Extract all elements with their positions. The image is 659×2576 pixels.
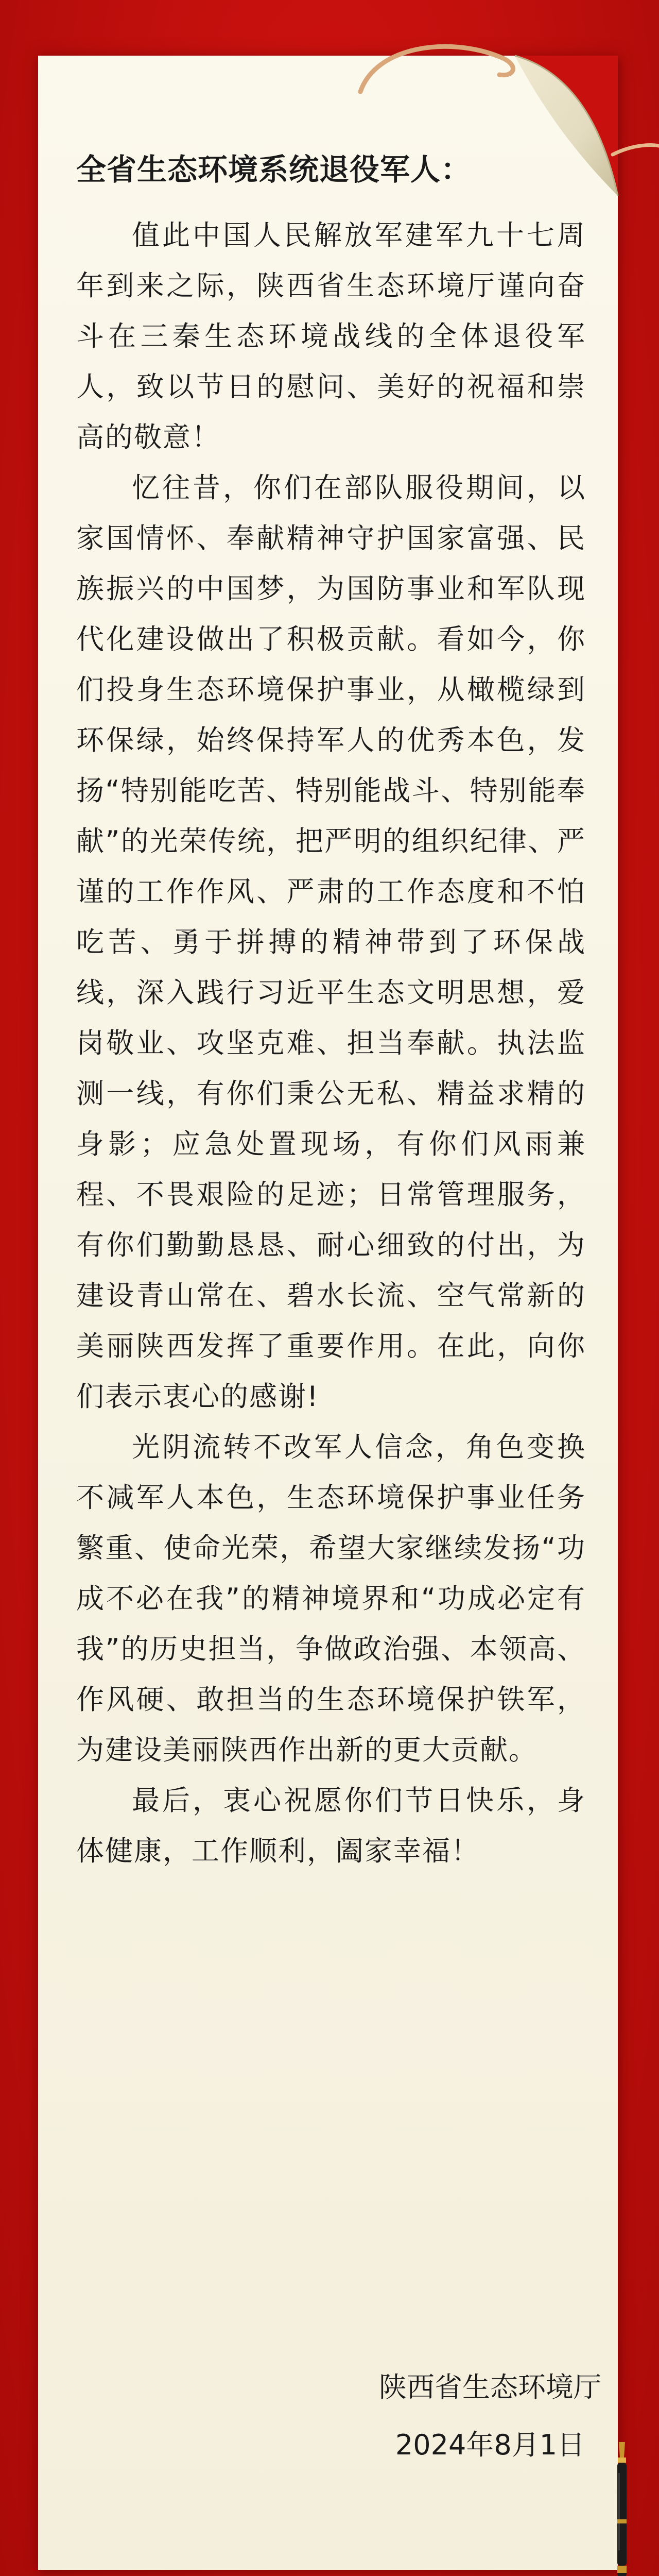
paragraph-1: 值此中国人民解放军建军九十七周年到来之际，陕西省生态环境厅谨向奋斗在三秦生态环境战线的全体退役军人，致以节日的慰问、美好的祝福和崇高的敬意！ bbox=[76, 219, 586, 453]
paragraph-3: 光阴流转不改军人信念，角色变换不减军人本色，生态环境保护事业任务繁重、使命光荣，希望大家继续发扬“功成不必在我”的精神境界和“功成必定有我”的历史担当，争做政治强、本领高、作风硬、敢担当的生态环境保护铁军，为建设美丽陕西作出新的更大贡献。 bbox=[76, 1431, 586, 1766]
paragraph-4: 最后，衷心祝愿你们节日快乐，身体健康，工作顺利，阖家幸福！ bbox=[76, 1784, 586, 1867]
signature-block bbox=[379, 2359, 601, 2474]
signature-org: 陕西省生态环境厅 bbox=[379, 2371, 601, 2403]
signature-date: 2024年8月1日 bbox=[395, 2429, 585, 2461]
fountain-pen-icon bbox=[612, 2442, 632, 2576]
salutation: 全省生态环境系统退役军人： bbox=[76, 152, 472, 187]
letter-body bbox=[76, 149, 586, 1876]
paragraph-2: 忆往昔，你们在部队服役期间，以家国情怀、奉献精神守护国家富强、民族振兴的中国梦，为国防事业和军队现代化建设做出了积极贡献。看如今，你们投身生态环境保护事业，从橄榄绿到环保绿，始终保持军人的优秀本色，发扬“特别能吃苦、特别能战斗、特别能奉献”的光荣传统，把严明的组织纪律、严谨的工作作风、严肃的工作态度和不怕吃苦、勇于拼搏的精神带到了环保战线，深入践行习近平生态文明思想，爱岗敬业、攻坚克难、担当奉献。执法监测一线，有你们秉公无私、精益求精的身影；应急处置现场，有你们风雨兼程、不畏艰险的足迹；日常管理服务，有你们勤勤恳恳、耐心细致的付出，为建设青山常在、碧水长流、空气常新的美丽陕西发挥了重要作用。在此，向你们表示衷心的感谢! bbox=[76, 471, 586, 1413]
